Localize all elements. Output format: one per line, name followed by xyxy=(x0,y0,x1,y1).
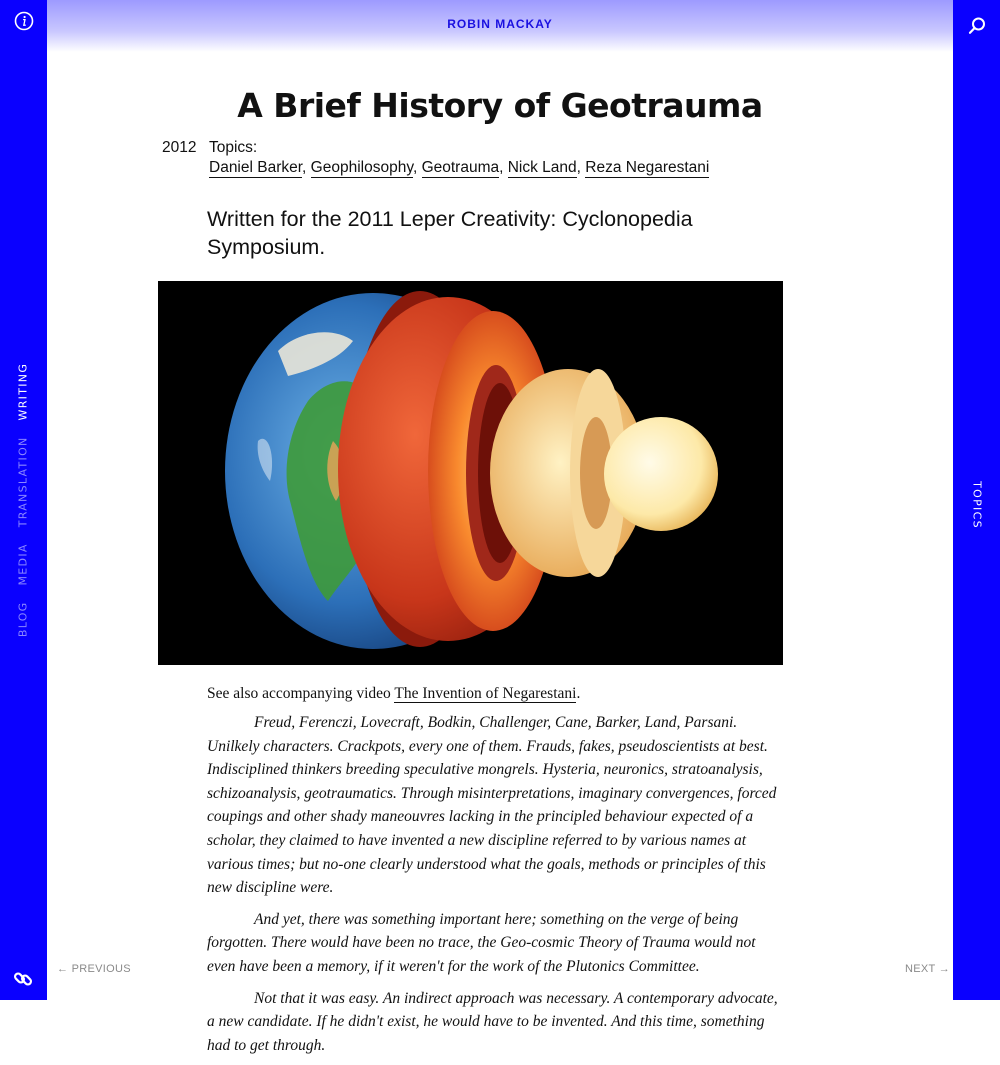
next-link[interactable]: NEXT → xyxy=(905,963,950,975)
topic-link-reza-negarestani[interactable]: Reza Negarestani xyxy=(585,159,710,176)
topics-toggle-label: TOPICS xyxy=(970,481,984,529)
topic-link-nick-land[interactable]: Nick Land xyxy=(507,159,577,176)
nav-item-writing[interactable]: WRITING xyxy=(16,362,30,421)
see-also-prefix: See also accompanying video xyxy=(207,685,395,702)
topic-link-geophilosophy[interactable]: Geophilosophy xyxy=(310,159,413,176)
site-header xyxy=(47,0,953,52)
site-name-link[interactable]: ROBIN MACKAY xyxy=(447,17,553,31)
paragraph-3: Not that it was easy. An indirect approach was necessary. A contemporary advocate, a new candidate. If he didn't exist, he would have to be invented. And this time, something had to get through. xyxy=(207,989,778,1054)
see-also-suffix: . xyxy=(576,685,581,702)
page-title: A Brief History of Geotrauma xyxy=(237,86,763,125)
info-icon[interactable] xyxy=(13,10,35,32)
paragraph-2: And yet, there was something important here; something on the verge of being forgotten. There would have been no trace, the Geo-cosmic Theory of Trauma would not even have been a memory, if it weren't for the work of the Plutonics Committee. xyxy=(207,910,756,975)
article-body xyxy=(207,683,785,1065)
paragraph-1: Freud, Ferenczi, Lovecraft, Bodkin, Challenger, Cane, Barker, Land, Parsani. Unilkely characters. Crackpots, every one of them. Frauds, fakes, pseudoscientists at best. Indisciplined thinkers breeding speculative mongrels. Hysteria, neuronics, stratoanalysis, schizoanalysis, geotraumatics. Through misinterpretations, imaginary convergences, forced coupings and other shady maneouvres lacking in the principled behaviour expected of a scholar, they claimed to have invented a new discipline referred to by various names at various times; but no-one clearly understood what the goals, methods or principles of this new discipline were. xyxy=(207,714,777,897)
nav-item-media[interactable]: MEDIA xyxy=(16,543,30,586)
topics-label: Topics: xyxy=(209,139,258,156)
previous-link[interactable]: ← PREVIOUS xyxy=(57,963,131,975)
article-intro: Written for the 2011 Leper Creativity: Cyclonopedia Symposium. xyxy=(207,207,693,259)
topic-links: Daniel Barker, Geophilosophy, Geotrauma, Nick Land, Reza Negarestani xyxy=(209,159,710,176)
link-icon[interactable] xyxy=(12,968,34,990)
publication-year: 2012 xyxy=(162,139,197,156)
nav-item-blog[interactable]: BLOG xyxy=(16,601,30,638)
nav-item-translation[interactable]: TRANSLATION xyxy=(16,436,30,528)
earth-cutaway-image xyxy=(158,281,783,665)
see-also-line xyxy=(207,683,785,705)
left-sidebar xyxy=(0,0,47,1000)
topic-link-daniel-barker[interactable]: Daniel Barker xyxy=(209,159,303,176)
search-icon[interactable] xyxy=(966,15,988,37)
video-link[interactable]: The Invention of Negarestani xyxy=(394,685,577,702)
topic-link-geotrauma[interactable]: Geotrauma xyxy=(421,159,500,176)
